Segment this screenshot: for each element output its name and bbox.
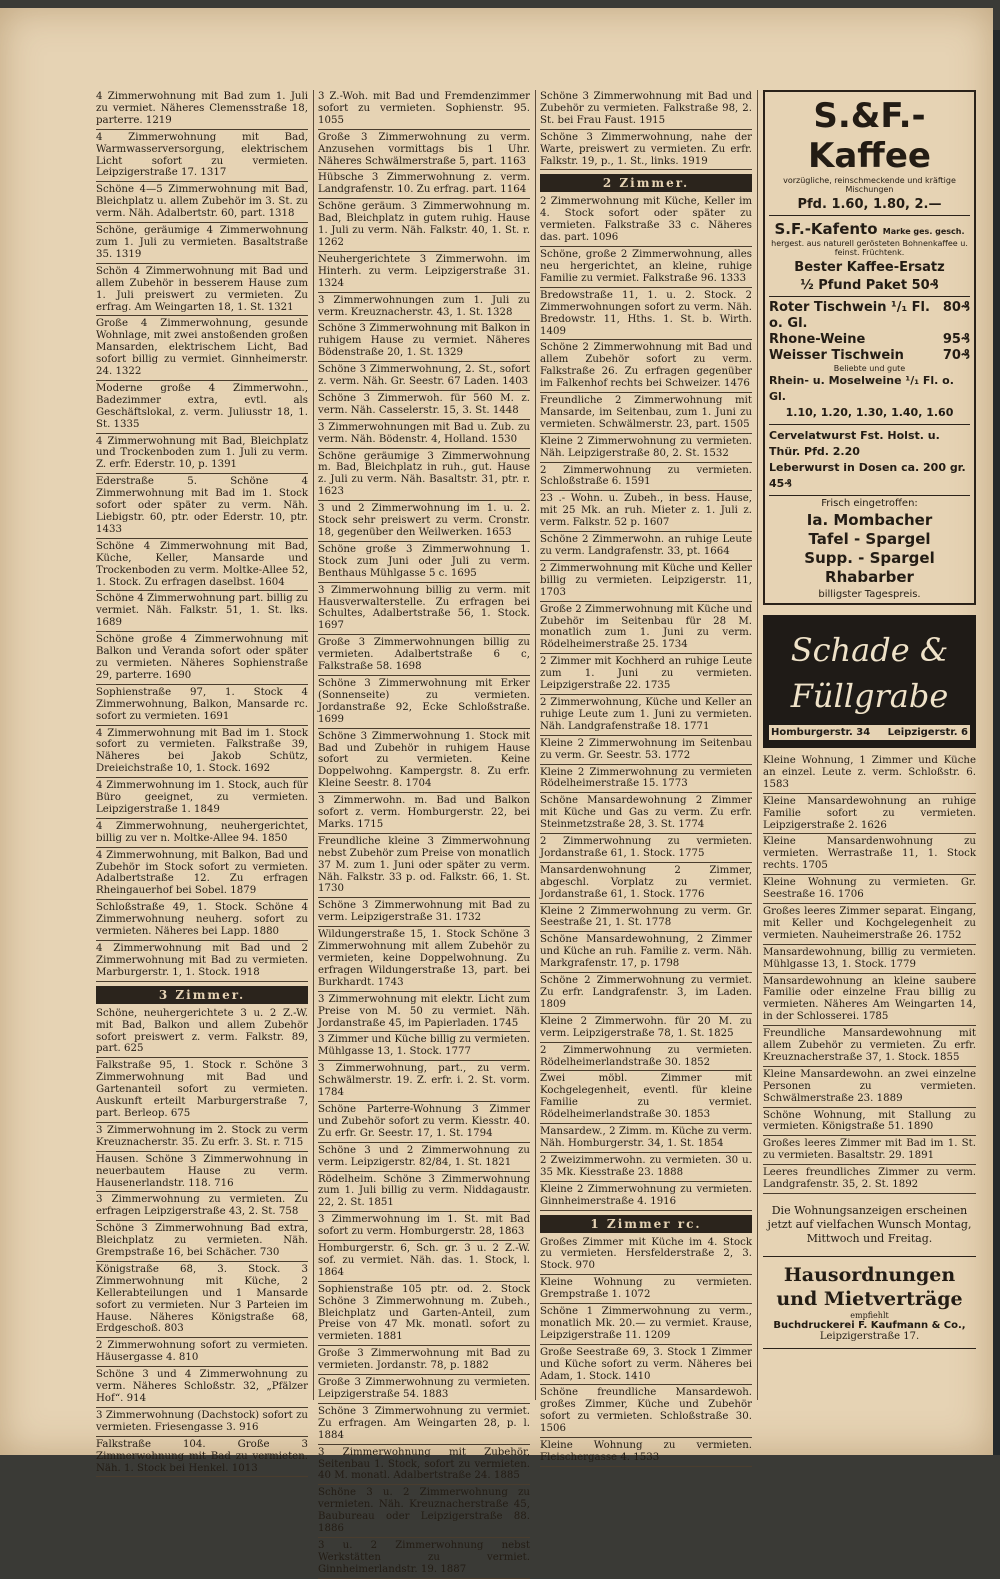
tagespreis: billigster Tagespreis. — [818, 589, 921, 600]
classified-ad: Schöne 3 Zimmerwohnung, 2. St., sofort z. verm. Näh. Gr. Seestr. 67 Laden. 1403 — [318, 363, 530, 391]
classified-ad: Hausen. Schöne 3 Zimmerwohnung in neuerbautem Hause zu verm. Hausenerlandstr. 118. 716 — [96, 1153, 308, 1193]
classified-ad: Kleine Mansardewohnung an ruhige Familie sofort zu vermieten. Leipzigerstraße 2. 1626 — [763, 795, 976, 835]
divider — [769, 495, 970, 496]
classified-ad: 2 Zimmerwohnung zu vermieten. Rödelheimerlandstraße 30. 1852 — [540, 1044, 752, 1072]
cervelat-row: Cervelatwurst Fst. Holst. u. Thür. Pfd. 2.20 — [769, 429, 940, 458]
classified-ad: 3 Zimmerwohnung (Dachstock) sofort zu vermieten. Friesengasse 3. 916 — [96, 1409, 308, 1437]
spargel-1: Ia. Mombacher — [806, 511, 933, 529]
classified-ad: Schloßstraße 49, 1. Stock. Schöne 4 Zimmerwohnung neuherg. sofort zu vermieten. Näheres bei Lapp. 1880 — [96, 901, 308, 941]
kaffee-advertisement — [763, 90, 976, 605]
classified-ad: Sophienstraße 97, 1. Stock 4 Zimmerwohnung, Balkon, Mansarde rc. sofort zu vermieten. 1691 — [96, 686, 308, 726]
classified-ad: Große 3 Zimmerwohnungen billig zu vermieten. Adalbertstraße 6 c, Falkstraße 58. 1698 — [318, 636, 530, 676]
spargel-4: Rhabarber — [825, 568, 914, 586]
classified-ad: 3 Zimmerwohnung zu vermieten. Zu erfragen Leipzigerstraße 43, 2. St. 758 — [96, 1193, 308, 1221]
classified-ad: 4 Zimmerwohnung mit Bad zum 1. Juli zu vermiet. Näheres Clemensstraße 18, parterre. 1219 — [96, 90, 308, 130]
classified-ad: Schöne, neuhergerichtete 3 u. 2 Z.-W. mit Bad, Balkon und allem Zubehör sofort preiswert z. verm. Falkstr. 89, part. 625 — [96, 1007, 308, 1059]
column-rule — [313, 90, 314, 1400]
classified-ad: Freundliche Mansardewohnung mit allem Zubehör zu vermieten. Zu erfr. Kreuznacherstraße 37, 1. Stock. 1855 — [763, 1027, 976, 1067]
classified-ad: Schöne, geräumige 4 Zimmerwohnung zum 1. Juli zu vermieten. Basaltstraße 35. 1319 — [96, 224, 308, 264]
classified-ad: Mansardenwohnung 2 Zimmer, abgeschl. Vorplatz zu vermiet. Jordanstraße 61, 1. Stock. 1776 — [540, 864, 752, 904]
classified-ad: Leeres freundliches Zimmer zu verm. Landgrafenstr. 35, 2. St. 1892 — [763, 1166, 976, 1194]
classified-ad: Hübsche 3 Zimmerwohnung z. verm. Landgrafenstr. 10. Zu erfrag. part. 1164 — [318, 171, 530, 199]
classified-ad: 3 Zimmerwohnungen mit Bad u. Zub. zu verm. Näh. Bödenstr. 4, Holland. 1530 — [318, 421, 530, 449]
classified-ad: Mansardewohnung an kleine saubere Familie oder einzelne Frau billig zu vermieten. Näheres Am Weingarten 14, in der Schlosserei. 1785 — [763, 975, 976, 1027]
classified-ad: 3 Zimmer und Küche billig zu vermieten. Mühlgasse 13, 1. Stock. 1777 — [318, 1033, 530, 1061]
classified-ad: Großes leeres Zimmer mit Bad im 1. St. zu vermieten. Basaltstr. 29. 1891 — [763, 1137, 976, 1165]
ersatz-price: ½ Pfund Paket 50₰ — [800, 278, 939, 293]
classified-ad: Kleine Wohnung zu vermieten. Grempstraße 1. 1072 — [540, 1276, 752, 1304]
classified-ad: Kleine 2 Zimmerwohnung zu vermieten. Näh. Leipzigerstraße 80, 2. St. 1532 — [540, 435, 752, 463]
classified-ad: 2 Zimmerwohnung zu vermieten. Jordanstraße 61, 1. Stock. 1775 — [540, 835, 752, 863]
rhein-prices: 1.10, 1.20, 1.30, 1.40, 1.60 — [785, 406, 954, 419]
classified-ad: 2 Zimmerwohnung, Küche und Keller an ruhige Leute zum 1. Juni zu vermieten. Näh. Landgrafenstraße 18. 1771 — [540, 696, 752, 736]
spargel-2: Tafel - Spargel — [808, 530, 931, 548]
classified-ad: Kleine 2 Zimmerwohnung zu verm. Gr. Seestraße 21, 1. St. 1778 — [540, 905, 752, 933]
classified-ad: Große 3 Zimmerwohnung zu vermieten. Leipzigerstraße 54. 1883 — [318, 1376, 530, 1404]
ersatz-label: Bester Kaffee-Ersatz — [794, 260, 945, 275]
classified-ad: Schöne 3 Zimmerwohnung 1. Stock mit Bad und Zubehör in ruhigem Hause sofort zu vermieten. Keine Doppelwohng. Kampergstr. 8. Zu erfr. Kleine Seestr. 8. 1704 — [318, 730, 530, 794]
kaffee-price: Pfd. 1.60, 1.80, 2.— — [797, 197, 942, 212]
notice-wohnungsanzeigen: Die Wohnungsanzeigen erscheinen jetzt auf vielfachen Wunsch Montag, Mittwoch und Freitag. — [767, 1204, 972, 1245]
classified-ad: Großes Zimmer mit Küche im 4. Stock zu vermieten. Hersfelderstraße 2, 3. Stock. 970 — [540, 1236, 752, 1276]
classified-ad: Kleine 2 Zimmerwohnung zu vermieten. Ginnheimerstraße 4. 1916 — [540, 1183, 752, 1211]
classified-ad: 2 Zimmer mit Kochherd an ruhige Leute zum 1. Juni zu vermieten. Leipzigerstraße 22. 1735 — [540, 655, 752, 695]
classified-ad: Schöne 3 Zimmerwohnung mit Bad und Zubehör zu vermieten. Falkstraße 98, 2. St. bei Frau Faust. 1915 — [540, 90, 752, 130]
classified-ad: 3 und 2 Zimmerwohnung im 1. u. 2. Stock sehr preiswert zu verm. Cronstr. 18, gegenüber den Weilwerken. 1653 — [318, 502, 530, 542]
wine-row — [769, 348, 970, 364]
divider — [769, 424, 970, 425]
classified-ad: Schöne geräum. 3 Zimmerwohnung m. Bad, Bleichplatz in gutem ruhig. Hause 1. Juli zu verm. Näh. Falkstr. 40, 1. St. r. 1262 — [318, 200, 530, 252]
wine-price: 95₰ — [942, 332, 970, 347]
column-rule — [535, 90, 536, 1400]
ads-column-4 — [763, 90, 976, 1410]
rhein-row — [769, 373, 970, 405]
classified-ad: Schöne 4—5 Zimmerwohnung mit Bad, Bleichplatz u. allem Zubehör im 3. St. zu verm. Näh. Adalbertstr. 60, part. 1318 — [96, 183, 308, 223]
classified-ad: 3 Zimmerwohnung, part., zu verm. Schwälmerstr. 19. Z. erfr. i. 2. St. vorm. 1784 — [318, 1062, 530, 1102]
classified-ad: Kleine Wohnung zu vermieten. Gr. Seestraße 16. 1706 — [763, 876, 976, 904]
classified-ad: 3 Zimmerwohnung billig zu verm. mit Hausverwalterstelle. Zu erfragen bei Schultes, Adalbertstraße 56, 1. Stock. 1697 — [318, 584, 530, 636]
classified-ad: Kleine Mansardenwohnung zu vermieten. Werrastraße 11, 1. Stock rechts. 1705 — [763, 835, 976, 875]
rhein-label: Rhein- u. Moselweine ¹/₁ Fl. o. Gl. — [769, 374, 954, 403]
classified-ad: 4 Zimmerwohnung mit Bad und 2 Zimmerwohnung mit Bad zu vermieten. Marburgerstr. 1, 1. Stock. 1918 — [96, 942, 308, 982]
classified-ad: 3 Zimmerwohnung mit elektr. Licht zum Preise von M. 50 zu vermiet. Näh. Jordanstraße 45, im Papierladen. 1745 — [318, 993, 530, 1033]
classified-ad: 23 .- Wohn. u. Zubeh., in bess. Hause, mit 25 Mk. an ruh. Mieter z. 1. Juli z. verm. Falkstr. 52 p. 1607 — [540, 492, 752, 532]
classified-ad: 3 Zimmerwohnung im 2. Stock zu verm Kreuznacherstr. 35. Zu erfr. 3. St. r. 715 — [96, 1124, 308, 1152]
hausordnungen-advertisement — [763, 1256, 976, 1349]
classified-ad: Falkstraße 95, 1. Stock r. Schöne 3 Zimmerwohnung mit Bad und Gartenanteil sofort zu vermieten. Auskunft erteilt Marburgerstraße 7, part. Berleop. 675 — [96, 1059, 308, 1123]
classified-ad: Bredowstraße 11, 1. u. 2. Stock. 2 Zimmerwohnungen sofort zu verm. Näh. Bredowstr. 11, Hths. 1. St. b. Wirth. 1409 — [540, 289, 752, 341]
schade-line1: Schade & — [790, 631, 949, 669]
haus-printer: Buchdruckerei F. Kaufmann & Co., — [773, 1320, 966, 1331]
classified-ad: Schöne 4 Zimmerwohnung mit Bad, Küche, Keller, Mansarde und Trockenboden zu verm. Moltke-Allee 52, 1. Stock. Zu erfragen daselbst. 1604 — [96, 540, 308, 592]
haus-address: Leipzigerstraße 17. — [819, 1331, 920, 1342]
classified-ad: Große 2 Zimmerwohnung mit Küche und Zubehör im Seitenbau für 28 M. monatlich zum 1. Juni zu verm. Rödelheimerstraße 25. 1734 — [540, 603, 752, 655]
classified-ad: Rödelheim. Schöne 3 Zimmerwohnung zum 1. Juli billig zu verm. Niddagaustr. 22, 2. St. 1851 — [318, 1173, 530, 1213]
classified-ad: Schöne 3 und 2 Zimmerwohnung zu verm. Leipzigerstr. 82/84, 1. St. 1821 — [318, 1144, 530, 1172]
classified-ad: Schöne 2 Zimmerwohnung mit Bad und allem Zubehör sofort zu verm. Falkstraße 26. Zu erfragen gegenüber im Falkenhof rechts bei Schweizer. 1476 — [540, 341, 752, 393]
schade-address-left: Homburgerstr. 34 — [771, 727, 871, 738]
classified-ad: Schöne 2 Zimmerwohn. an ruhige Leute zu verm. Landgrafenstr. 33, pt. 1664 — [540, 533, 752, 561]
section-header-zimmer3: 3 Zimmer. — [96, 986, 308, 1004]
classified-ad: Königstraße 68, 3. Stock. 3 Zimmerwohnung mit Küche, 2 Kellerabteilungen und 1 Mansarde sofort zu vermieten. Nur 3 Parteien im Hause. Näheres Königstraße 68, Erdgeschoß. 803 — [96, 1263, 308, 1338]
frisch-label: Frisch eingetroffen: — [821, 498, 918, 509]
wine-list — [769, 300, 970, 364]
classified-ad: 2 Zimmerwohnung sofort zu vermieten. Häusergasse 4. 810 — [96, 1339, 308, 1367]
classified-ad: 2 Zimmerwohnung mit Küche, Keller im 4. Stock sofort oder später zu vermieten. Falkstraße 33 c. Näheres das. part. 1096 — [540, 195, 752, 247]
classified-ad: Große 4 Zimmerwohnung, gesunde Wohnlage, mit zwei anstoßenden großen Mansarden, elektrischem Licht, Bad sofort billig zu vermiet. Ginnheimerstr. 24. 1322 — [96, 317, 308, 381]
classified-ad: Schöne 3 Zimmerwohnung mit Bad zu verm. Leipzigerstraße 31. 1732 — [318, 899, 530, 927]
wine-row — [769, 300, 970, 332]
section-header-zimmer1: 1 Zimmer rc. — [540, 1215, 752, 1233]
classified-ad: Moderne große 4 Zimmerwohn., Badezimmer extra, evtl. als Geschäftslokal, z. verm. Juliusstr 18, 1. St. 1335 — [96, 382, 308, 434]
schade-fuellgrabe-advertisement — [763, 615, 976, 748]
classified-ad: 4 Zimmerwohnung mit Bad, Warmwasserversorgung, elektrischem Licht sofort zu vermieten. Leipzigerstraße 17. 1317 — [96, 131, 308, 183]
classified-ad: Schöne 2 Zimmerwohnung zu vermiet. Zu erfr. Landgrafenstr. 3, im Laden. 1809 — [540, 974, 752, 1014]
classified-ad: Homburgerstr. 6, Sch. gr. 3 u. 2 Z.-W. sof. zu vermiet. Näh. das. 1. Stock, l. 1864 — [318, 1242, 530, 1282]
classified-ad: Kleine Wohnung, 1 Zimmer und Küche an einzel. Leute z. verm. Schloßstr. 6. 1583 — [763, 754, 976, 794]
classified-ad: Zwei möbl. Zimmer mit Kochgelegenheit, eventl. für kleine Familie zu vermiet. Rödelheimerlandstraße 30. 1853 — [540, 1072, 752, 1124]
classified-ad: 3 Zimmerwohn. m. Bad und Balkon sofort z. verm. Homburgerstr. 22, bei Marks. 1715 — [318, 794, 530, 834]
ads-column-1 — [96, 90, 308, 1474]
classified-ad: Schöne freundliche Mansardewoh. großes Zimmer, Küche und Zubehör sofort zu vermieten. Schloßstraße 30. 1506 — [540, 1386, 752, 1438]
classified-ad: Mansardew., 2 Zimm. m. Küche zu verm. Näh. Homburgerstr. 34, 1. St. 1854 — [540, 1125, 752, 1153]
classified-ad: Mansardewohnung, billig zu vermieten. Mühlgasse 13, 1. Stock. 1779 — [763, 946, 976, 974]
classified-ad: 3 u. 2 Zimmerwohnung nebst Werkstätten zu vermiet. Ginnheimerlandstr. 19. 1887 — [318, 1539, 530, 1579]
kafento-name: S.F.-Kafento — [774, 220, 878, 238]
classified-ad: Schöne Wohnung, mit Stallung zu vermieten. Königstraße 51. 1890 — [763, 1109, 976, 1137]
classified-ad: Kleine Wohnung zu vermieten. Fleischergasse 4. 1533 — [540, 1439, 752, 1467]
classified-ad: 3 Z.-Woh. mit Bad und Fremdenzimmer sofort zu vermieten. Sophienstr. 95. 1055 — [318, 90, 530, 130]
classified-ad: Wildungerstraße 15, 1. Stock Schöne 3 Zimmerwohnung mit allem Zubehör zu vermieten, keine Doppelwohnung. Zu erfragen Wildungerstraße 13, part. bei Burkhardt. 1743 — [318, 928, 530, 992]
wine-row — [769, 332, 970, 348]
classified-ad: Kleine 2 Zimmerwohnung zu vermieten Rödelheimerstraße 15. 1773 — [540, 766, 752, 794]
kaffee-brand: S.&F.-Kaffee — [808, 96, 931, 176]
ads-list-4 — [763, 754, 976, 1194]
classified-ad: Großes leeres Zimmer separat. Eingang, mit Keller und Kochgelegenheit zu vermieten. Nauheimerstraße 26. 1752 — [763, 905, 976, 945]
wine-name: Rhone-Weine — [769, 332, 866, 347]
leber-row: Leberwurst in Dosen ca. 200 gr. 45₰ — [769, 461, 966, 490]
classified-ad: Neuhergerichtete 3 Zimmerwohn. im Hinterh. zu verm. Leipzigerstraße 31. 1324 — [318, 253, 530, 293]
classified-ad: 4 Zimmerwohnung im 1. Stock, auch für Büro geeignet, zu vermieten. Leipzigerstraße 1. 1849 — [96, 779, 308, 819]
classified-ad: Schöne große 4 Zimmerwohnung mit Balkon und Veranda sofort oder später zu vermieten. Näheres Sophienstraße 29, parterre. 1690 — [96, 633, 308, 685]
kafento-mark: Marke ges. gesch. — [882, 227, 965, 236]
spargel-3: Supp. - Spargel — [804, 549, 935, 567]
classified-ad: 2 Zimmerwohnung mit Küche und Keller billig zu vermieten. Leipzigerstr. 11, 1703 — [540, 562, 752, 602]
wine-sub: Beliebte und gute — [833, 364, 906, 373]
classified-ad: 2 Zweizimmerwohn. zu vermieten. 30 u. 35 Mk. Kiesstraße 23. 1888 — [540, 1154, 752, 1182]
binding-edge — [993, 30, 1000, 1455]
column-rule — [757, 90, 758, 1400]
classified-ad: Schöne, große 2 Zimmerwohnung, alles neu hergerichtet, an kleine, ruhige Familie zu vermiet. Falkstraße 96. 1333 — [540, 248, 752, 288]
haus-title-1: Hausordnungen — [783, 1264, 956, 1286]
classified-ad: Kleine 2 Zimmerwohn. für 20 M. zu verm. Leipzigerstraße 78, 1. St. 1825 — [540, 1015, 752, 1043]
classified-ad: 4 Zimmerwohnung mit Bad, Bleichplatz und Trockenboden zum 1. Juli zu verm. Z. erfr. Ederstr. 10, p. 1391 — [96, 435, 308, 475]
divider — [769, 215, 970, 216]
classified-ad: Schöne 3 Zimmerwoh. für 560 M. z. verm. Näh. Casselerstr. 15, 3. St. 1448 — [318, 392, 530, 420]
classified-ad: Große 3 Zimmerwohnung zu verm. Anzusehen vormittags bis 1 Uhr. Näheres Schwälmerstraße 5, part. 1163 — [318, 131, 530, 171]
wine-price: 70₰ — [942, 348, 970, 363]
classified-ad: Große Seestraße 69, 3. Stock 1 Zimmer und Küche sofort zu verm. Näheres bei Adam, 1. Stock. 1410 — [540, 1346, 752, 1386]
classified-ad: Schöne 4 Zimmerwohnung part. billig zu vermiet. Näh. Falkstr. 51, 1. St. lks. 1689 — [96, 592, 308, 632]
wine-name: Weisser Tischwein — [769, 348, 904, 363]
classified-ad: Schöne 3 Zimmerwohnung mit Erker (Sonnenseite) zu vermieten. Jordanstraße 92, Ecke Schloßstraße. 1699 — [318, 677, 530, 729]
classified-ad: Schöne 3 u. 2 Zimmerwohnung zu vermieten. Näh. Kreuznacherstraße 45, Baubureau oder Leipzigerstraße 88. 1886 — [318, 1486, 530, 1538]
classified-ad: Schöne Parterre-Wohnung 3 Zimmer und Zubehör sofort zu verm. Kiesstr. 40. Zu erfr. Gr. Seestr. 17, 1. St. 1794 — [318, 1103, 530, 1143]
wine-name: Roter Tischwein ¹/₁ Fl. o. Gl. — [769, 300, 930, 331]
classified-ad: 3 Zimmerwohnungen zum 1. Juli zu verm. Kreuznacherstr. 43, 1. St. 1328 — [318, 294, 530, 322]
section-header-zimmer2: 2 Zimmer. — [540, 174, 752, 192]
classified-ad: 3 Zimmerwohnung im 1. St. mit Bad sofort zu verm. Homburgerstr. 28, 1863 — [318, 1213, 530, 1241]
classified-ad: Schöne Mansardewohnung, 2 Zimmer und Küche an ruh. Familie z. verm. Näh. Markgrafenstr. 17, p. 1798 — [540, 933, 752, 973]
divider — [769, 296, 970, 297]
classified-ad: Schöne 3 Zimmerwohnung zu vermiet. Zu erfragen. Am Weingarten 28, p. l. 1884 — [318, 1405, 530, 1445]
classified-ad: Schöne 3 und 4 Zimmerwohnung zu verm. Näheres Schloßstr. 32, „Pfälzer Hof“. 914 — [96, 1368, 308, 1408]
classified-ad: Schöne 3 Zimmerwohnung, nahe der Warte, preiswert zu vermieten. Zu erfr. Falkstr. 19, p., 1. St., links. 1919 — [540, 131, 752, 171]
classified-ad: Schöne 3 Zimmerwohnung mit Balkon in ruhigem Hause zu vermiet. Näheres Bödenstraße 20, 1. St. 1329 — [318, 322, 530, 362]
classified-ad: Kleine Mansardewohn. an zwei einzelne Personen zu vermieten. Schwälmerstraße 23. 1889 — [763, 1068, 976, 1108]
classified-ad: Schöne 1 Zimmerwohnung zu verm., monatlich Mk. 20.— zu vermiet. Krause, Leipzigerstraße 11. 1209 — [540, 1305, 752, 1345]
kaffee-tagline: vorzügliche, reinschmeckende und kräftige Mischungen — [783, 176, 956, 194]
kafento-desc: hergest. aus naturell gerösteten Bohnenkaffee u. feinst. Früchtenk. — [771, 239, 968, 257]
newspaper-page — [0, 8, 993, 1575]
classified-ad: 4 Zimmerwohnung, mit Balkon, Bad und Zubehör im Stock sofort zu vermieten. Adalbertstraße 12. Zu erfragen Rheingauerhof bei Sobel. 1879 — [96, 849, 308, 901]
haus-title-2: und Mietverträge — [776, 1288, 963, 1310]
ads-column-2 — [318, 90, 530, 1575]
classified-ad: Ederstraße 5. Schöne 4 Zimmerwohnung mit Bad im 1. Stock sofort oder später zu verm. Näh. Liebigstr. 60, ptr. oder Ederstr. 10, ptr. 1433 — [96, 475, 308, 539]
classified-ad: Freundliche 2 Zimmerwohnung mit Mansarde, im Seitenbau, zum 1. Juni zu vermieten. Schwälmerstr. 23, part. 1505 — [540, 394, 752, 434]
ads-column-3 — [540, 90, 752, 1463]
classified-ad: Große 3 Zimmerwohnung mit Bad zu vermieten. Jordanstr. 78, p. 1882 — [318, 1347, 530, 1375]
classified-ad: Falkstraße 104. Große 3 Zimmerwohnung mit Bad zu vermieten. Näh. 1. Stock bei Henkel. 1013 — [96, 1438, 308, 1478]
schade-address-right: Leipzigerstr. 6 — [887, 727, 968, 738]
classified-ad: Sophienstraße 105 ptr. od. 2. Stock Schöne 3 Zimmerwohnung m. Zubeh., Bleichplatz und Garten-Anteil, zum Preise von 47 Mk. monatl. sofort zu vermieten. 1881 — [318, 1283, 530, 1347]
schade-address — [769, 725, 970, 740]
classified-ad: 4 Zimmerwohnung mit Bad im 1. Stock sofort zu vermieten. Falkstraße 39, Näheres bei Jakob Schütz, Dreieichstraße 10, 1. Stock. 1692 — [96, 727, 308, 779]
classified-ad: Schön 4 Zimmerwohnung mit Bad und allem Zubehör in besserem Hause zum 1. Juli preiswert zu vermieten. Zu erfrag. Am Weingarten 18, 1. St. 1321 — [96, 265, 308, 317]
classified-ad: Schöne große 3 Zimmerwohnung 1. Stock zum Juni oder Juli zu verm. Benthaus Mühlgasse 5 c. 1695 — [318, 543, 530, 583]
classified-ad: Freundliche kleine 3 Zimmerwohnung nebst Zubehör zum Preise von monatlich 37 M. zum 1. Juni oder später zu verm. Näh. Falkstr. 33 p. od. Falkstr. 66, 1. St. 1730 — [318, 835, 530, 899]
classified-ad: Schöne geräumige 3 Zimmerwohnung m. Bad, Bleichplatz in ruh., gut. Hause z. Juli zu verm. Näh. Basaltstr. 31, ptr. r. 1623 — [318, 450, 530, 502]
classified-ad: 4 Zimmerwohnung, neuhergerichtet, billig zu ver n. Moltke-Allee 94. 1850 — [96, 820, 308, 848]
classified-ad: 3 Zimmerwohnung mit Zubehör, Seitenbau 1. Stock, sofort zu vermieten. 40 M. monatl. Adalbertstraße 24. 1885 — [318, 1446, 530, 1486]
wine-price: 80₰ — [942, 300, 970, 315]
classified-ad: Schöne Mansardewohnung 2 Zimmer mit Küche und Gas zu verm. Zu erfr. Steinmetzstraße 28, 3. St. 1774 — [540, 794, 752, 834]
haus-small: empfiehlt — [850, 1311, 889, 1320]
classified-ad: Kleine 2 Zimmerwohnung im Seitenbau zu verm. Gr. Seestr. 53. 1772 — [540, 737, 752, 765]
classified-ad: Schöne 3 Zimmerwohnung Bad extra, Bleichplatz zu vermieten. Näh. Grempstraße 16, bei Schächer. 730 — [96, 1222, 308, 1262]
schade-line2: Füllgrabe — [790, 677, 949, 715]
classified-ad: 2 Zimmerwohnung zu vermieten. Schloßstraße 6. 1591 — [540, 464, 752, 492]
